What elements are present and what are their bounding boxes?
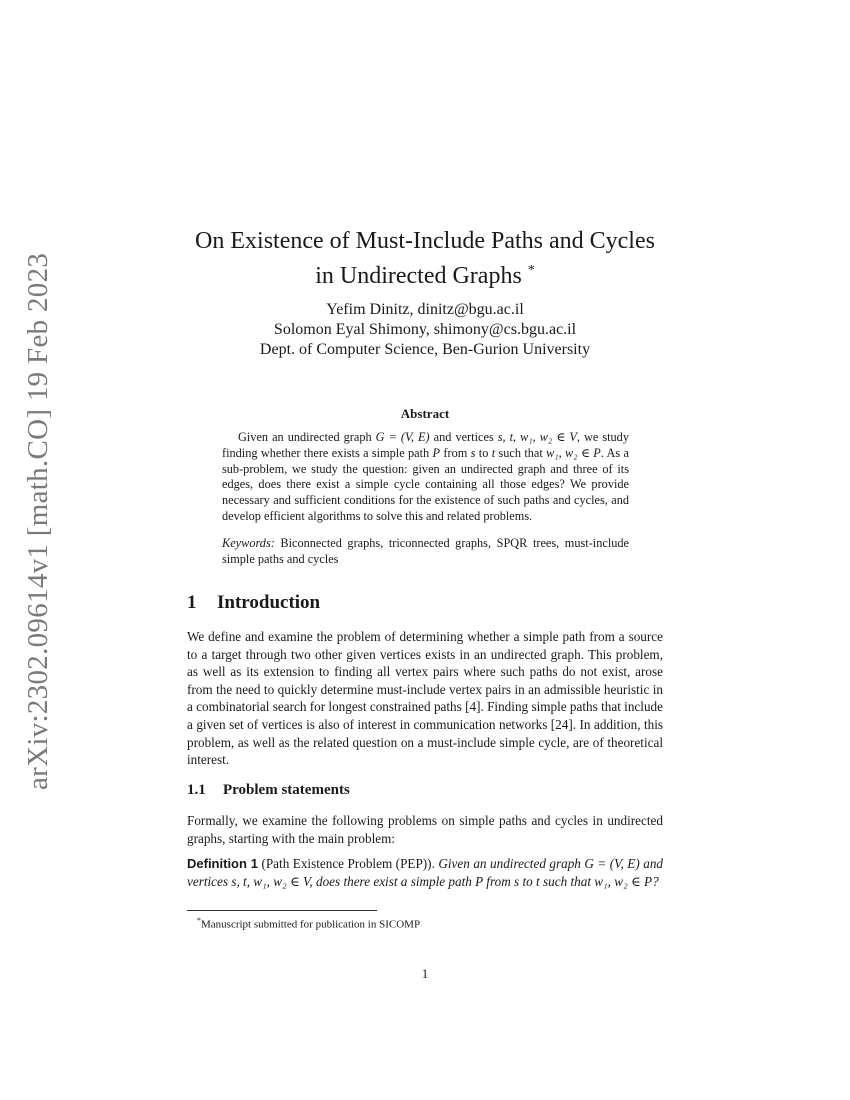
arxiv-identifier-stamp: arXiv:2302.09614v1 [math.CO] 19 Feb 2023 <box>22 252 54 790</box>
definition-1: Definition 1 (Path Existence Problem (PEP)). Given an undirected graph G = (V, E) and vertices s, t, w₁, w₂ ∈ V, does there exist a simple path P from s to t such that w₁, w₂ ∈ P? <box>187 856 664 889</box>
affiliation: Dept. of Computer Science, Ben-Gurion University <box>259 341 591 358</box>
footnote-mark: * <box>197 916 201 925</box>
section-heading-problem-statements: 1.1 Problem statements <box>187 782 350 798</box>
page-number: 1 <box>421 966 429 981</box>
abstract-heading: Abstract <box>400 406 450 421</box>
introduction-paragraph: We define and examine the problem of determining whether a simple path from a source to a target through two other given vertices exists in an undirected graph. This problem, as well as its extension to finding all vertex pairs where such paths do not exist, arose from the need to quickly determine must-include vertex pairs in an admissible heuristic in a combinatorial search for longest constrained paths [4]. Finding simple paths that include a given set of vertices is also of interest in communication networks [24]. In addition, this problem, as well as the related question on a must-include simple cycle, are of theoretical interest. <box>187 629 663 768</box>
author-block <box>140 300 710 360</box>
keywords-label: Keywords: <box>222 536 275 550</box>
definition-label: Definition 1 <box>187 856 258 871</box>
title-line-1: On Existence of Must-Include Paths and Cycles <box>195 228 655 254</box>
footnote <box>197 914 420 932</box>
footnote-divider <box>187 910 377 911</box>
title-footnote-mark: * <box>527 263 535 278</box>
author-1: Yefim Dinitz, dinitz@bgu.ac.il <box>326 301 524 318</box>
definition-name: (Path Existence Problem (PEP)). <box>257 856 435 871</box>
abstract-text: Given an undirected graph G = (V, E) and vertices s, t, w₁, w₂ ∈ V, we study finding whether there exists a simple path P from s to t such that w₁, w₂ ∈ P. As a sub-problem, we study the question: given an undirected graph and three of its edges, does there exist a simple cycle containing all those edges? We provide necessary and sufficient conditions for the existence of such paths and cycles, and develop efficient algorithms to solve this and related problems. <box>222 430 629 523</box>
section-heading-introduction: 1 Introduction <box>187 592 321 613</box>
keywords <box>222 536 629 568</box>
author-2: Solomon Eyal Shimony, shimony@cs.bgu.ac.il <box>273 321 577 338</box>
problem-statements-paragraph: Formally, we examine the following problems on simple paths and cycles in undirected graphs, starting with the main problem: <box>187 813 663 846</box>
title-line-2: in Undirected Graphs <box>315 263 522 289</box>
paper-title <box>140 226 710 291</box>
keywords-text: Biconnected graphs, triconnected graphs, SPQR trees, must-include simple paths and cycles <box>222 536 629 566</box>
footnote-text: Manuscript submitted for publication in SICOMP <box>201 918 421 931</box>
